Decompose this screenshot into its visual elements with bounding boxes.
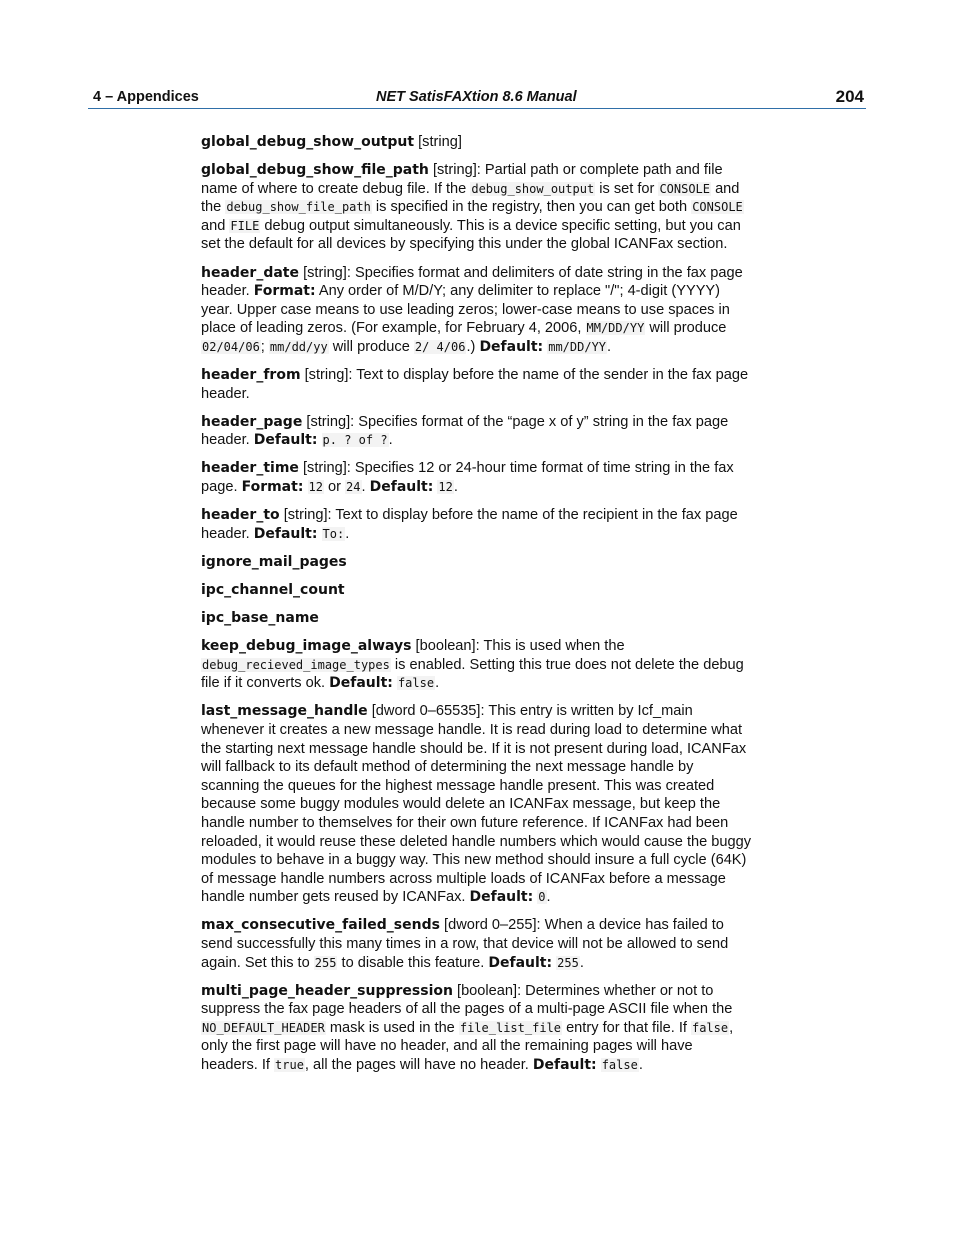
section-title: 4 – Appendices	[93, 89, 199, 105]
entry-text: [string]: Specifies format and delimiters of date string in the fax page header.	[201, 264, 743, 300]
entry-term: header_time	[201, 460, 299, 477]
bold-label: Default:	[469, 889, 534, 906]
inline-code: mm/dd/yy	[269, 339, 328, 354]
inline-code: NO_DEFAULT_HEADER	[202, 1020, 325, 1035]
entry-text: will produce	[645, 320, 727, 337]
entry-global-debug-show-output	[201, 133, 753, 152]
entry-text: is enabled. Setting this true does not delete the debug file if it converts ok.	[201, 656, 744, 692]
entry-header-date	[201, 264, 753, 357]
entry-text: to disable this feature.	[337, 954, 489, 971]
entry-text: [dword 0–255]: When a device has failed to send successfully this many times in a row, that device will not be allowed to send again. Set this to	[201, 917, 729, 971]
entry-text: , all the pages will have no header.	[304, 1057, 533, 1074]
entry-ipc-base-name	[201, 609, 753, 628]
entry-text: [string]: Text to display before the name of the recipient in the fax page header.	[201, 507, 738, 542]
bold-label: Default:	[329, 675, 393, 692]
entry-text: .	[579, 954, 584, 971]
entry-list	[201, 133, 753, 1084]
inline-code: 2/ 4/06	[414, 339, 466, 354]
inline-code: true	[275, 1058, 304, 1073]
entry-term: header_date	[201, 264, 299, 281]
bold-label: Default:	[488, 954, 553, 971]
entry-term: ipc_base_name	[201, 609, 319, 626]
entry-term: ipc_channel_count	[201, 581, 345, 598]
entry-text: will produce	[328, 338, 414, 355]
entry-last-message-handle	[201, 702, 753, 907]
entry-header-from	[201, 366, 753, 403]
inline-code: FILE	[230, 218, 260, 233]
entry-text: .	[607, 338, 612, 355]
bold-label: Default:	[253, 525, 318, 542]
entry-text	[317, 432, 321, 448]
entry-text: [string]: Partial path or complete path and file name of where to create debug file. If the	[201, 162, 723, 197]
inline-code: debug_show_output	[471, 181, 595, 196]
inline-code: To:	[322, 526, 345, 541]
entry-text: [boolean]: This is used when the	[415, 638, 625, 655]
inline-code: MM/DD/YY	[586, 321, 645, 336]
entry-term: header_from	[201, 367, 301, 384]
entry-term: header_to	[201, 507, 280, 524]
inline-code: 255	[557, 955, 579, 970]
entry-term: max_consecutive_failed_sends	[201, 917, 440, 934]
entry-text: mask is used in the	[325, 1019, 459, 1036]
entry-ipc-channel-count	[201, 581, 753, 600]
entry-text	[317, 526, 321, 542]
entry-text: is specified in the registry, then you can get both	[371, 199, 692, 216]
entry-term: ignore_mail_pages	[201, 553, 347, 570]
inline-code: 0	[538, 890, 546, 905]
entry-text: ;	[260, 338, 269, 355]
inline-code: 24	[346, 480, 361, 494]
entry-text: .	[361, 479, 370, 495]
page-header	[88, 88, 866, 109]
inline-code: debug_recieved_image_types	[202, 657, 390, 672]
entry-text: [string]: Specifies 12 or 24-hour time format of time string in the fax page.	[201, 460, 734, 495]
bold-label: Default:	[369, 479, 434, 495]
entry-term: last_message_handle	[201, 703, 368, 720]
entry-term: global_debug_show_file_path	[201, 162, 429, 179]
entry-text: .	[638, 1057, 643, 1074]
entry-multi-page-header-suppression	[201, 982, 753, 1075]
bold-label: Default:	[253, 432, 318, 449]
entry-text: and the	[201, 180, 740, 216]
entry-text: is set for	[595, 180, 659, 197]
bold-label: Default:	[479, 338, 544, 355]
entry-term: header_page	[201, 413, 303, 430]
entry-text: .	[453, 479, 458, 495]
entry-ignore-mail-pages	[201, 553, 753, 572]
entry-text: .	[546, 889, 551, 906]
inline-code: CONSOLE	[692, 200, 743, 215]
inline-code: false	[691, 1020, 729, 1035]
entry-header-time	[201, 459, 753, 496]
entry-keep-debug-image-always	[201, 637, 753, 693]
entry-text: and	[201, 217, 230, 234]
inline-code: 255	[314, 955, 337, 970]
manual-title: NET SatisFAXtion 8.6 Manual	[376, 89, 577, 105]
entry-term: keep_debug_image_always	[201, 638, 412, 655]
entry-text: [string]: Text to display before the name of the sender in the fax page header.	[201, 367, 749, 402]
inline-code: mm/DD/YY	[548, 339, 607, 354]
entry-text: [boolean]: Determines whether or not to suppress the fax page headers of all the pages of a multi-page ASCII file when the	[201, 982, 733, 1018]
entry-text: .	[435, 675, 440, 692]
page-number: 204	[835, 87, 864, 106]
entry-header-page	[201, 413, 753, 450]
entry-term: global_debug_show_output	[201, 134, 415, 150]
inline-code: 12	[438, 480, 453, 494]
entry-term: multi_page_header_suppression	[201, 982, 453, 999]
inline-code: false	[601, 1058, 638, 1073]
entry-header-to	[201, 506, 753, 543]
entry-text: debug output simultaneously. This is a device specific setting, but you can set the default for all devices by specifying this under the global ICANFax section.	[201, 217, 741, 253]
inline-code: debug_show_file_path	[226, 200, 371, 215]
entry-text: .)	[466, 338, 480, 355]
bold-label: Format:	[253, 283, 316, 300]
inline-code: false	[397, 676, 435, 691]
entry-max-consecutive-failed-sends	[201, 916, 753, 972]
entry-text: .	[345, 525, 350, 542]
entry-text: [dword 0–65535]: This entry is written by Icf_main whenever it creates a new message handle. It is read during load to determine what the starting next message handle should be. If it is not present during load, ICANFax will fallback to its default method of determining the next message handle by scanning the queues for the highest message handle present. This was created because some buggy modules would delete an ICANFax message, but keep the handle number to themselves for their own future reference. If ICANFax had been reloaded, it would reuse these deleted handle numbers which would cause the buggy modules to behave in a buggy way. This new method should insure a full cycle (64K) of message handle numbers across multiple loads of ICANFax before a message handle number gets reused by ICANFax.	[201, 703, 752, 906]
entry-text: .	[388, 432, 393, 449]
bold-label: Format:	[241, 479, 304, 495]
inline-code: 02/04/06	[202, 339, 260, 354]
inline-code: 12	[308, 480, 323, 494]
entry-text: entry for that file. If	[562, 1019, 691, 1036]
entry-text: [string]: Specifies format of the “page x of y” string in the fax page header.	[201, 413, 729, 449]
entry-text: , only the first page will have no header, and all the remaining pages will have headers. If	[201, 1019, 734, 1074]
entry-text: or	[323, 479, 346, 495]
entry-global-debug-show-file-path	[201, 161, 753, 254]
inline-code: file_list_file	[459, 1020, 562, 1035]
inline-code: CONSOLE	[659, 181, 711, 196]
inline-code: p. ? of ?	[322, 433, 388, 448]
entry-text: [string]	[418, 134, 462, 150]
bold-label: Default:	[532, 1057, 597, 1074]
entry-text	[303, 479, 307, 495]
entry-text: Any order of M/D/Y; any delimiter to replace "/"; 4-digit (YYYY) year. Upper case means to use leading zeros; lower-case means to use spaces in place of leading zeros. (For example, for February 4, 2006,	[201, 283, 730, 337]
